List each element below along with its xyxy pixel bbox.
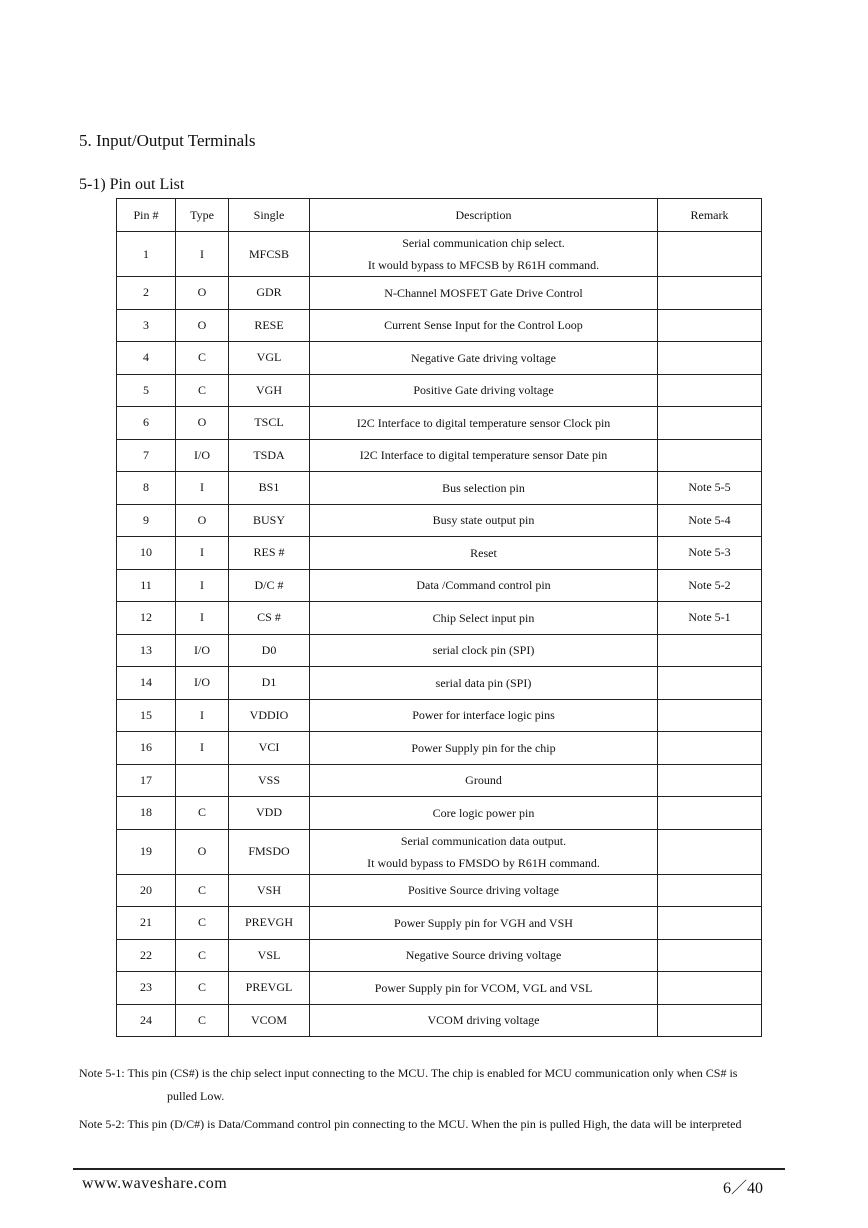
cell-remark <box>658 797 762 830</box>
cell-pin: 16 <box>117 732 176 765</box>
table-row <box>117 1004 762 1037</box>
cell-single: PREVGH <box>229 907 310 940</box>
description-line: Data /Command control pin <box>416 578 551 593</box>
cell-description <box>310 699 658 732</box>
cell-type: I/O <box>176 634 229 667</box>
table-row <box>117 907 762 940</box>
table-row <box>117 277 762 310</box>
table-row <box>117 732 762 765</box>
table-row <box>117 764 762 797</box>
cell-remark <box>658 907 762 940</box>
cell-description <box>310 439 658 472</box>
cell-pin: 19 <box>117 829 176 874</box>
description-line: It would bypass to MFCSB by R61H command. <box>367 258 600 272</box>
cell-type: C <box>176 874 229 907</box>
description-line: Busy state output pin <box>432 513 535 528</box>
cell-type: O <box>176 309 229 342</box>
description-line: Power for interface logic pins <box>412 708 555 723</box>
subsection-title: 5-1) Pin out List <box>79 176 185 193</box>
cell-description <box>310 732 658 765</box>
cell-single: TSDA <box>229 439 310 472</box>
cell-single: RESE <box>229 309 310 342</box>
cell-pin: 3 <box>117 309 176 342</box>
note-5-1-continuation: pulled Low. <box>167 1089 225 1103</box>
table-row <box>117 472 762 505</box>
cell-remark: Note 5-2 <box>658 569 762 602</box>
note-5-1 <box>79 1062 819 1108</box>
cell-description <box>310 829 658 874</box>
cell-type: I <box>176 699 229 732</box>
table-row <box>117 634 762 667</box>
cell-remark <box>658 939 762 972</box>
cell-single: VCOM <box>229 1004 310 1037</box>
footer-website: www.waveshare.com <box>82 1175 228 1192</box>
cell-pin: 22 <box>117 939 176 972</box>
cell-description <box>310 1004 658 1037</box>
cell-type: O <box>176 504 229 537</box>
cell-description <box>310 569 658 602</box>
cell-type: O <box>176 829 229 874</box>
cell-pin: 13 <box>117 634 176 667</box>
cell-type: C <box>176 797 229 830</box>
cell-remark <box>658 732 762 765</box>
cell-type <box>176 764 229 797</box>
cell-pin: 18 <box>117 797 176 830</box>
cell-remark <box>658 407 762 440</box>
cell-pin: 8 <box>117 472 176 505</box>
cell-single: VGL <box>229 342 310 375</box>
table-row <box>117 232 762 277</box>
table-header-row <box>117 199 762 232</box>
cell-description <box>310 504 658 537</box>
cell-type: C <box>176 972 229 1005</box>
table-row <box>117 504 762 537</box>
cell-single: TSCL <box>229 407 310 440</box>
description-line: Negative Source driving voltage <box>405 948 562 963</box>
cell-single: VGH <box>229 374 310 407</box>
cell-remark: Note 5-4 <box>658 504 762 537</box>
note-5-1-text: Note 5-1: This pin (CS#) is the chip select input connecting to the MCU. The chip is enabled for MCU communication only when CS# is <box>79 1066 738 1080</box>
cell-single: BUSY <box>229 504 310 537</box>
cell-remark: Note 5-5 <box>658 472 762 505</box>
cell-type: I <box>176 732 229 765</box>
cell-remark <box>658 374 762 407</box>
description-line: N-Channel MOSFET Gate Drive Control <box>384 285 583 300</box>
description-line: I2C Interface to digital temperature sensor Date pin <box>359 448 608 463</box>
cell-description <box>310 907 658 940</box>
cell-description <box>310 537 658 570</box>
table-row <box>117 537 762 570</box>
cell-remark <box>658 232 762 277</box>
cell-remark <box>658 1004 762 1037</box>
cell-pin: 21 <box>117 907 176 940</box>
table-row <box>117 667 762 700</box>
table-row <box>117 439 762 472</box>
cell-remark <box>658 439 762 472</box>
cell-single: VSH <box>229 874 310 907</box>
cell-pin: 14 <box>117 667 176 700</box>
cell-description <box>310 634 658 667</box>
table-row <box>117 569 762 602</box>
cell-single: VDDIO <box>229 699 310 732</box>
cell-type: O <box>176 407 229 440</box>
cell-pin: 17 <box>117 764 176 797</box>
description-line: VCOM driving voltage <box>427 1013 540 1028</box>
table-row <box>117 407 762 440</box>
cell-single: PREVGL <box>229 972 310 1005</box>
cell-pin: 20 <box>117 874 176 907</box>
cell-pin: 15 <box>117 699 176 732</box>
description-line: serial clock pin (SPI) <box>432 643 535 658</box>
cell-type: I <box>176 232 229 277</box>
cell-pin: 9 <box>117 504 176 537</box>
cell-type: I <box>176 602 229 635</box>
cell-pin: 5 <box>117 374 176 407</box>
cell-description <box>310 277 658 310</box>
note-5-2 <box>79 1113 819 1136</box>
description-line: Power Supply pin for VGH and VSH <box>394 915 573 930</box>
cell-type: O <box>176 277 229 310</box>
cell-description <box>310 342 658 375</box>
table-row <box>117 829 762 874</box>
table-row <box>117 374 762 407</box>
cell-remark <box>658 764 762 797</box>
footer-page-number: 6／40 <box>723 1180 764 1197</box>
table-row <box>117 797 762 830</box>
cell-single: VSS <box>229 764 310 797</box>
cell-type: I/O <box>176 439 229 472</box>
cell-remark <box>658 829 762 874</box>
cell-single: CS # <box>229 602 310 635</box>
cell-description <box>310 764 658 797</box>
cell-description <box>310 309 658 342</box>
description-line: Current Sense Input for the Control Loop <box>384 318 583 333</box>
cell-type: C <box>176 939 229 972</box>
cell-pin: 12 <box>117 602 176 635</box>
cell-description <box>310 667 658 700</box>
cell-description <box>310 972 658 1005</box>
header-pin: Pin # <box>117 199 176 232</box>
cell-single: D1 <box>229 667 310 700</box>
header-type: Type <box>176 199 229 232</box>
cell-remark <box>658 277 762 310</box>
description-line: Ground <box>465 773 502 788</box>
cell-description <box>310 472 658 505</box>
description-line: Serial communication data output. <box>400 833 567 848</box>
cell-remark <box>658 874 762 907</box>
table-row <box>117 874 762 907</box>
cell-type: C <box>176 342 229 375</box>
cell-single: VDD <box>229 797 310 830</box>
cell-pin: 1 <box>117 232 176 277</box>
description-line: Serial communication chip select. <box>402 236 565 250</box>
cell-single: FMSDO <box>229 829 310 874</box>
cell-description <box>310 939 658 972</box>
note-5-2-text: Note 5-2: This pin (D/C#) is Data/Command control pin connecting to the MCU. When the pin is pulled High, the data will be interpreted <box>79 1117 742 1131</box>
cell-type: I <box>176 569 229 602</box>
cell-pin: 11 <box>117 569 176 602</box>
cell-pin: 24 <box>117 1004 176 1037</box>
table-body <box>117 232 762 1037</box>
cell-type: I <box>176 537 229 570</box>
cell-pin: 10 <box>117 537 176 570</box>
header-single: Single <box>229 199 310 232</box>
cell-single: D/C # <box>229 569 310 602</box>
cell-single: MFCSB <box>229 232 310 277</box>
cell-single: BS1 <box>229 472 310 505</box>
description-line: Reset <box>470 545 497 560</box>
cell-single: GDR <box>229 277 310 310</box>
description-line: Core logic power pin <box>432 805 535 820</box>
description-line: Power Supply pin for the chip <box>411 740 556 755</box>
table-row <box>117 602 762 635</box>
cell-type: I/O <box>176 667 229 700</box>
cell-remark <box>658 667 762 700</box>
cell-type: C <box>176 907 229 940</box>
description-line: It would bypass to FMSDO by R61H command. <box>367 855 600 870</box>
description-line: Positive Source driving voltage <box>408 883 559 898</box>
table-row <box>117 309 762 342</box>
description-line: Chip Select input pin <box>432 610 535 625</box>
table-row <box>117 939 762 972</box>
cell-pin: 4 <box>117 342 176 375</box>
description-line: I2C Interface to digital temperature sensor Clock pin <box>356 415 611 430</box>
table-row <box>117 972 762 1005</box>
cell-remark: Note 5-3 <box>658 537 762 570</box>
description-line: Bus selection pin <box>442 480 525 495</box>
cell-single: D0 <box>229 634 310 667</box>
cell-remark <box>658 634 762 667</box>
cell-type: I <box>176 472 229 505</box>
table-row <box>117 699 762 732</box>
header-remark: Remark <box>658 199 762 232</box>
cell-pin: 6 <box>117 407 176 440</box>
header-description: Description <box>310 199 658 232</box>
cell-remark <box>658 699 762 732</box>
cell-remark <box>658 342 762 375</box>
cell-remark <box>658 972 762 1005</box>
cell-single: VSL <box>229 939 310 972</box>
table-row <box>117 342 762 375</box>
cell-remark <box>658 309 762 342</box>
cell-type: C <box>176 374 229 407</box>
cell-type: C <box>176 1004 229 1037</box>
description-line: serial data pin (SPI) <box>435 675 532 690</box>
cell-remark: Note 5-1 <box>658 602 762 635</box>
pin-out-table <box>116 198 762 1037</box>
footer-divider <box>73 1168 785 1170</box>
cell-description <box>310 232 658 277</box>
section-title: 5. Input/Output Terminals <box>79 131 256 150</box>
cell-description <box>310 602 658 635</box>
cell-description <box>310 797 658 830</box>
cell-description <box>310 407 658 440</box>
description-line: Negative Gate driving voltage <box>411 350 556 365</box>
description-line: Positive Gate driving voltage <box>413 383 554 398</box>
cell-description <box>310 374 658 407</box>
cell-description <box>310 874 658 907</box>
cell-pin: 2 <box>117 277 176 310</box>
cell-single: RES # <box>229 537 310 570</box>
cell-single: VCI <box>229 732 310 765</box>
cell-pin: 7 <box>117 439 176 472</box>
description-line: Power Supply pin for VCOM, VGL and VSL <box>374 980 593 995</box>
cell-pin: 23 <box>117 972 176 1005</box>
